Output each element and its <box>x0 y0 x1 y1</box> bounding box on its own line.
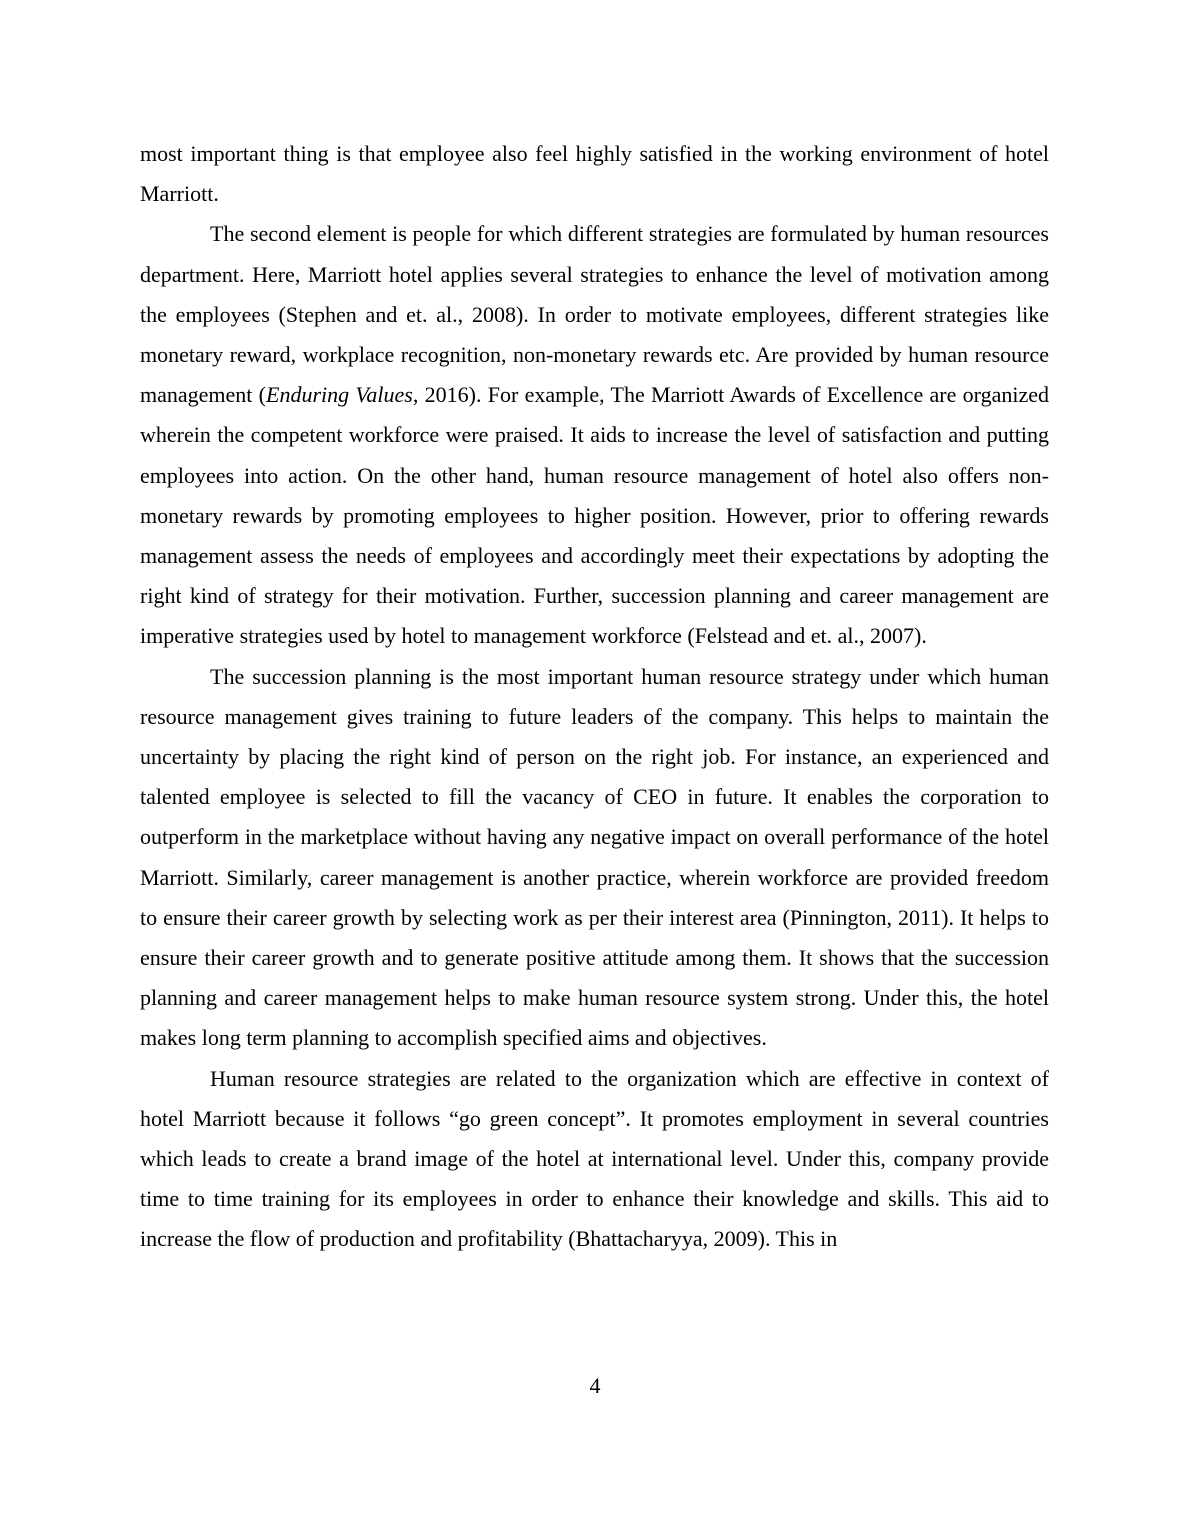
paragraph-text: The second element is people for which different strategies are formulated by human resources department. Here, Marriott hotel applies several strategies to enhance the level of motivation among the employees (Stephen and et. al., 2008). In order to motivate employees, different strategies like monetary reward, workplace recognition, non-monetary rewards etc. Are provided by human resource management ( <box>140 221 1049 408</box>
page-number: 4 <box>589 1373 601 1398</box>
body-text <box>140 134 1049 1260</box>
paragraph-continuation: most important thing is that employee also feel highly satisfied in the working environment of hotel Marriott. <box>140 141 1049 207</box>
paragraph-text: , 2016). For example, The Marriott Awards of Excellence are organized wherein the competent workforce were praised. It aids to increase the level of satisfaction and putting employees into action. On the other hand, human resource management of hotel also offers non-monetary rewards by promoting employees to higher position. However, prior to offering rewards management assess the needs of employees and accordingly meet their expectations by adopting the right kind of strategy for their motivation. Further, succession planning and career management are imperative strategies used by hotel to management workforce (Felstead and et. al., 2007). <box>140 382 1049 649</box>
paragraph-people-strategies <box>140 214 1049 656</box>
paragraph-hr-strategies: Human resource strategies are related to the organization which are effective in context of hotel Marriott because it follows “go green concept”. It promotes employment in several countries which leads to create a brand image of the hotel at international level. Under this, company provide time to time training for its employees in order to enhance their knowledge and skills. This aid to increase the flow of production and profitability (Bhattacharyya, 2009). This in <box>140 1065 1049 1252</box>
italic-citation: Enduring Values <box>266 382 413 408</box>
paragraph-succession-planning: The succession planning is the most important human resource strategy under which human resource management gives training to future leaders of the company. This helps to maintain the uncertainty by placing the right kind of person on the right job. For instance, an experienced and talented employee is selected to fill the vacancy of CEO in future. It enables the corporation to outperform in the marketplace without having any negative impact on overall performance of the hotel Marriott. Similarly, career management is another practice, wherein workforce are provided freedom to ensure their career growth by selecting work as per their interest area (Pinnington, 2011). It helps to ensure their career growth and to generate positive attitude among them. It shows that the succession planning and career management helps to make human resource system strong. Under this, the hotel makes long term planning to accomplish specified aims and objectives. <box>140 663 1049 1051</box>
